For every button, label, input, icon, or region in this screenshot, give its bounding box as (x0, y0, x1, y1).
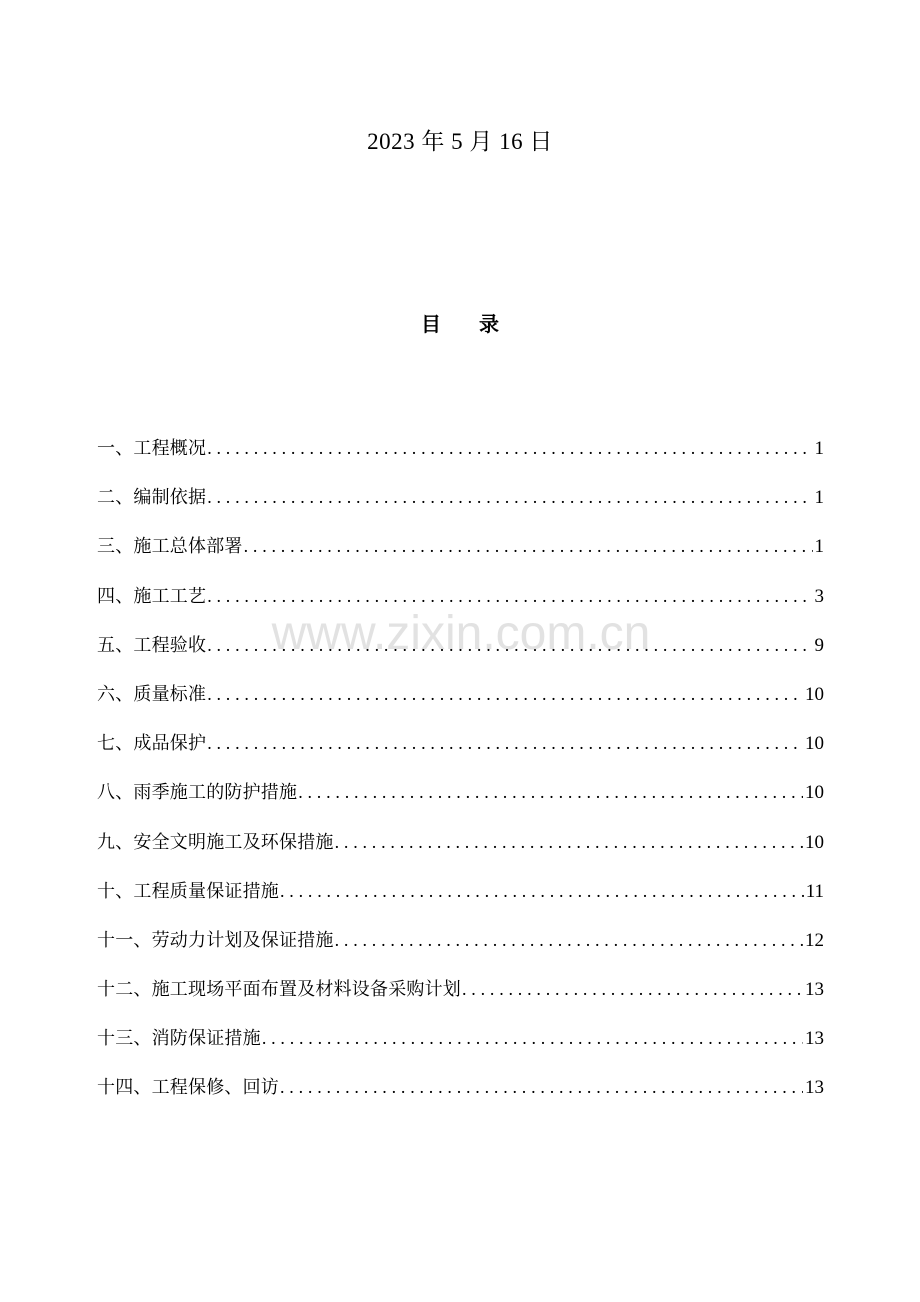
toc-entry[interactable] (97, 873, 824, 922)
toc-entry-page: 10 (805, 831, 824, 853)
toc-entry-page: 10 (805, 683, 824, 705)
toc-entry-label: 八、雨季施工的防护措施 (97, 782, 298, 804)
toc-dot-leader (207, 430, 812, 466)
toc-heading (0, 308, 920, 340)
toc-dot-leader (207, 479, 812, 515)
toc-entry-page: 1 (814, 536, 824, 558)
toc-dot-leader (207, 676, 803, 712)
toc-entry-label: 七、成品保护 (97, 733, 207, 755)
toc-entry-label: 五、工程验收 (97, 634, 207, 656)
toc-entry-page: 13 (805, 1028, 824, 1050)
toc-dot-leader (207, 627, 812, 663)
toc-dot-leader (207, 725, 803, 761)
toc-dot-leader (280, 1069, 803, 1105)
toc-entry[interactable] (97, 578, 824, 627)
toc-entry-page: 1 (814, 438, 824, 459)
table-of-contents (97, 430, 824, 1119)
toc-entry-label: 十四、工程保修、回访 (97, 1077, 279, 1099)
toc-entry[interactable] (97, 922, 824, 971)
toc-entry[interactable] (97, 627, 824, 676)
toc-entry[interactable] (97, 824, 824, 873)
toc-entry-label: 十三、消防保证措施 (97, 1028, 261, 1050)
toc-dot-leader (244, 528, 813, 564)
toc-entry-page: 13 (805, 1077, 824, 1099)
toc-entry-page: 3 (814, 585, 824, 607)
toc-entry[interactable] (97, 676, 824, 725)
toc-entry-page: 12 (805, 929, 824, 951)
toc-entry-page: 10 (805, 782, 824, 804)
toc-entry[interactable] (97, 528, 824, 577)
toc-dot-leader (335, 922, 803, 958)
toc-dot-leader (280, 873, 804, 909)
toc-entry-label: 六、质量标准 (97, 683, 207, 705)
toc-entry-label: 十一、劳动力计划及保证措施 (97, 929, 334, 951)
toc-dot-leader (462, 971, 803, 1007)
toc-entry[interactable] (97, 725, 824, 774)
toc-dot-leader (298, 774, 803, 810)
toc-entry-label: 三、施工总体部署 (97, 536, 243, 558)
toc-entry[interactable] (97, 1020, 824, 1069)
toc-entry[interactable] (97, 774, 824, 823)
toc-entry[interactable] (97, 1069, 824, 1118)
toc-heading-right: 录 (479, 312, 499, 336)
toc-dot-leader (262, 1020, 803, 1056)
toc-entry-page: 9 (814, 634, 824, 656)
toc-entry-label: 二、编制依据 (97, 487, 207, 509)
toc-dot-leader (335, 824, 803, 860)
toc-entry[interactable] (97, 479, 824, 528)
toc-heading-left: 目 (421, 312, 441, 336)
toc-entry-label: 十二、施工现场平面布置及材料设备采购计划 (97, 979, 461, 1001)
watermark: www.zixin.com.cn (271, 607, 651, 660)
toc-entry[interactable] (97, 971, 824, 1020)
toc-entry-page: 11 (805, 880, 824, 902)
toc-dot-leader (207, 578, 812, 614)
toc-entry-page: 1 (814, 487, 824, 509)
toc-entry-page: 10 (805, 733, 824, 755)
toc-entry[interactable] (97, 430, 824, 479)
toc-entry-label: 十、工程质量保证措施 (97, 880, 279, 902)
toc-entry-label: 九、安全文明施工及环保措施 (97, 831, 334, 853)
document-date: 2023 年 5 月 16 日 (367, 129, 553, 154)
toc-entry-label: 四、施工工艺 (97, 585, 207, 607)
toc-entry-page: 13 (805, 979, 824, 1001)
toc-entry-label: 一、工程概况 (97, 438, 207, 459)
